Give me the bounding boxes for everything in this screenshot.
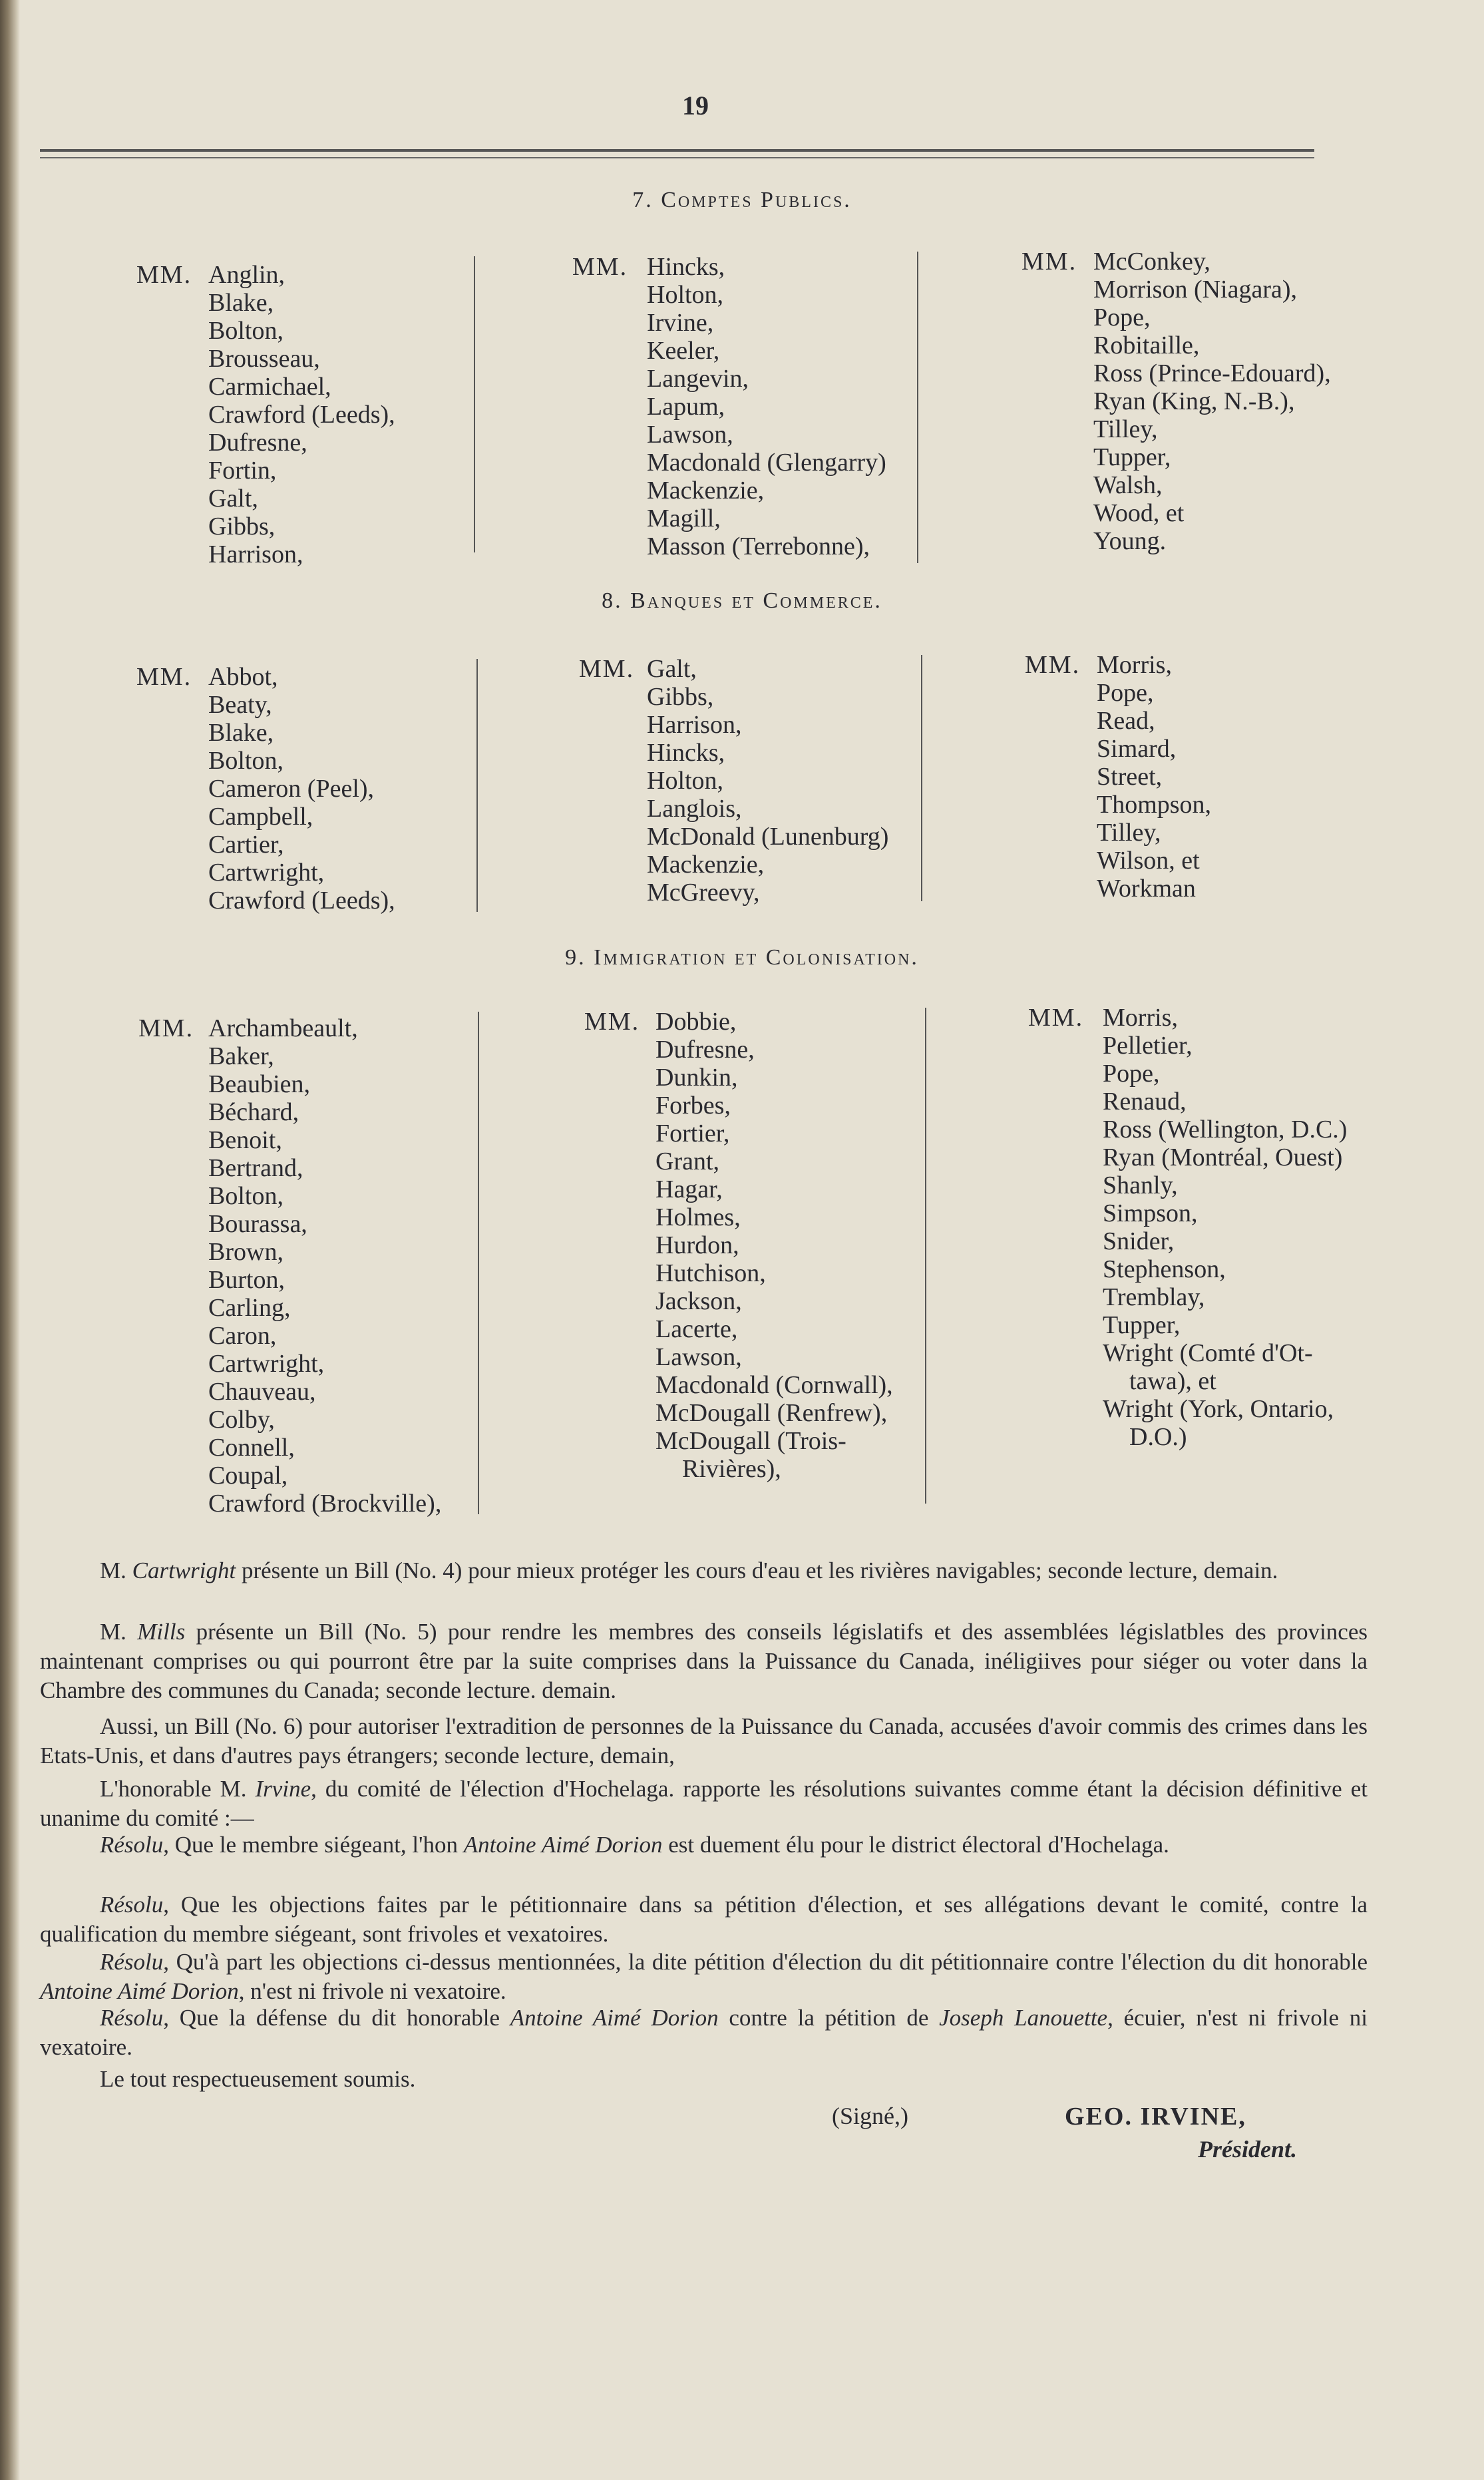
resolution-label: Résolu [100, 1832, 164, 1858]
member-name: Thompson, [1097, 791, 1212, 819]
member-name: Masson (Terrebonne), [647, 532, 870, 560]
member-name: Tilley, [1093, 415, 1158, 443]
member-name: Hincks, [647, 739, 725, 767]
member-name: Ryan (Montréal, Ouest) [1103, 1143, 1343, 1171]
member-name: Shanly, [1103, 1171, 1178, 1199]
text: présente un Bill (No. 4) pour mieux protéger les cours d'eau et les rivières navigables; seconde lecture, demain. [236, 1557, 1278, 1583]
committee-title-immigration-colonisation: 9. Immigration et Colonisation. [565, 945, 919, 970]
member-name: Young. [1093, 527, 1167, 555]
member-name: Brown, [208, 1238, 283, 1266]
member-name: Blake, [208, 719, 274, 747]
member-name: Wright (Comté d'Ot- [1103, 1339, 1313, 1367]
mm-prefix: MM. [579, 655, 635, 683]
member-name: Ross (Wellington, D.C.) [1103, 1116, 1348, 1143]
member-name: Wright (York, Ontario, [1103, 1395, 1334, 1423]
member-name: Morris, [1103, 1004, 1178, 1032]
member-name: Pope, [1103, 1060, 1160, 1088]
member-name: McDougall (Renfrew), [655, 1399, 888, 1427]
signature-title: Président. [1198, 2136, 1297, 2163]
paragraph-bill-4 [40, 1556, 1368, 1585]
text: , n'est ni frivole ni vexatoire. [238, 1978, 506, 2004]
member-name: Wood, et [1093, 499, 1185, 527]
member-name: Robitaille, [1093, 331, 1200, 359]
member-list [208, 1014, 441, 1518]
text: , Que les objections faites par le pétitionnaire dans sa pétition d'élection, et ses allégations devant le comité, contre la qualification du membre siégeant, sont frivoles et vexatoires. [40, 1892, 1368, 1947]
text: Aussi, un Bill (No. 6) pour autoriser l'extradition de personnes de la Puissance du Canada, accusées d'avoir commis des crimes dans les Etats-Unis, et dans d'autres pays étrangers; seconde lecture, demain, [40, 1713, 1368, 1768]
mm-prefix: MM. [138, 1014, 194, 1042]
member-list [1093, 248, 1331, 555]
member-name: Benoit, [208, 1126, 282, 1154]
member-name: Tilley, [1097, 819, 1161, 847]
member-name: Dufresne, [655, 1036, 755, 1064]
member-list [655, 1008, 893, 1483]
resolution-label: Résolu [100, 1949, 164, 1975]
member-name: Pelletier, [1103, 1032, 1193, 1060]
member-name: Lapum, [647, 393, 725, 421]
text: contre la pétition de [718, 2005, 940, 2031]
text: M. [100, 1557, 132, 1583]
member-name: Blake, [208, 289, 274, 317]
member-name-italic: Irvine [255, 1776, 311, 1802]
member-list [208, 663, 395, 915]
paragraph-bill-6 [40, 1712, 1368, 1770]
member-name: Cartwright, [208, 1350, 325, 1378]
member-name: Ryan (King, N.-B.), [1093, 387, 1295, 415]
member-name: Lacerte, [655, 1315, 738, 1343]
mm-prefix: MM. [136, 663, 192, 691]
column-divider [478, 1012, 479, 1514]
paragraph-bill-5 [40, 1617, 1368, 1705]
member-name: Keeler, [647, 337, 720, 365]
member-name: Connell, [208, 1434, 295, 1462]
member-name: Jackson, [655, 1287, 742, 1315]
column-divider [917, 252, 918, 563]
member-name: Read, [1097, 707, 1155, 735]
text: , Qu'à part les objections ci-dessus mentionnées, la dite pétition d'élection du dit pétitionnaire contre l'élection du dit honorable [163, 1949, 1368, 1975]
member-name: Dufresne, [208, 429, 307, 457]
member-name: Bolton, [208, 1182, 283, 1210]
member-name: Campbell, [208, 803, 313, 831]
member-name: Carling, [208, 1294, 291, 1322]
member-list [1097, 651, 1211, 903]
member-name: Magill, [647, 505, 721, 532]
member-list [208, 261, 395, 568]
page-number: 19 [682, 91, 709, 120]
text: est duement élu pour le district électoral d'Hochelaga. [662, 1832, 1169, 1858]
member-name: Morris, [1097, 651, 1172, 679]
member-name: Tremblay, [1103, 1283, 1205, 1311]
committee-title-banques-commerce: 8. Banques et Commerce. [602, 588, 882, 613]
member-list [647, 655, 888, 907]
signature-label: (Signé,) [832, 2103, 908, 2129]
person-name-italic: Antoine Aimé Dorion [510, 2005, 719, 2031]
person-name-italic: Antoine Aimé Dorion [463, 1832, 663, 1858]
member-name: Holton, [647, 281, 724, 309]
column-divider [925, 1008, 926, 1504]
member-name: Irvine, [647, 309, 714, 337]
member-name: Crawford (Leeds), [208, 401, 395, 429]
member-name: Tupper, [1093, 443, 1171, 471]
text: présente un Bill (No. 5) pour rendre les membres des conseils législatifs et des assemblées législatbles des provinces maintenant comprises ou qui pourront être par la suite comprises dans la Puissance du Canada, inéligiives pour siéger ou voter dans la Chambre des communes du Canada; seconde lecture. demain. [40, 1619, 1368, 1703]
member-name: Holmes, [655, 1203, 741, 1231]
member-name: Brousseau, [208, 345, 320, 373]
member-name: Beaty, [208, 691, 272, 719]
text: , écuier, n'est ni frivole ni vexatoire. [40, 2005, 1368, 2060]
member-name: Beaubien, [208, 1070, 311, 1098]
resolution-label: Résolu [100, 1892, 164, 1918]
member-name: Archambeault, [208, 1014, 358, 1042]
member-name: Tupper, [1103, 1311, 1181, 1339]
member-list [647, 253, 886, 560]
member-name: Béchard, [208, 1098, 299, 1126]
member-name: Morrison (Niagara), [1093, 276, 1298, 304]
member-name: Baker, [208, 1042, 274, 1070]
resolution-3 [40, 1948, 1368, 2006]
member-name: Holton, [647, 767, 724, 795]
text: , Que le membre siégeant, l'hon [163, 1832, 464, 1858]
member-name: Cameron (Peel), [208, 775, 375, 803]
member-name: Bolton, [208, 317, 283, 345]
resolution-4 [40, 2003, 1368, 2062]
member-name: Forbes, [655, 1092, 731, 1120]
text: L'honorable M. [100, 1776, 256, 1802]
member-name: Dunkin, [655, 1064, 738, 1092]
member-name: Langlois, [647, 795, 742, 823]
member-name: Snider, [1103, 1227, 1175, 1255]
signature-name: GEO. IRVINE, [1065, 2103, 1246, 2131]
member-name: Cartier, [208, 831, 284, 859]
paragraph-report [40, 1774, 1368, 1833]
member-name: Langevin, [647, 365, 749, 393]
member-name: tawa), et [1129, 1367, 1216, 1395]
member-name: Harrison, [208, 540, 303, 568]
member-name: Stephenson, [1103, 1255, 1226, 1283]
member-name: Hutchison, [655, 1259, 766, 1287]
member-name: Bolton, [208, 747, 283, 775]
member-name: Rivières), [682, 1455, 781, 1483]
resolution-label: Résolu [100, 2005, 164, 2031]
mm-prefix: MM. [1028, 1004, 1084, 1032]
member-name: Galt, [208, 485, 258, 513]
member-name: Hagar, [655, 1175, 723, 1203]
member-name: Burton, [208, 1266, 285, 1294]
person-name-italic: Joseph Lanouette [939, 2005, 1108, 2031]
member-name: Gibbs, [647, 683, 714, 711]
member-name: Mackenzie, [647, 477, 765, 505]
member-name: Galt, [647, 655, 697, 683]
person-name-italic: Antoine Aimé Dorion [40, 1978, 239, 2004]
closing-line [40, 2065, 1368, 2094]
column-divider [476, 659, 478, 912]
member-name: Carmichael, [208, 373, 331, 401]
member-name: Walsh, [1093, 471, 1163, 499]
member-name: Crawford (Leeds), [208, 887, 395, 915]
member-name: Pope, [1093, 304, 1151, 331]
member-name: Hurdon, [655, 1231, 739, 1259]
member-name: Dobbie, [655, 1008, 737, 1036]
text: , Que la défense du dit honorable [163, 2005, 510, 2031]
member-name: Simpson, [1103, 1199, 1198, 1227]
member-name: Cartwright, [208, 859, 325, 887]
member-name: Abbot, [208, 663, 278, 691]
member-name: Colby, [208, 1406, 275, 1434]
text: M. [100, 1619, 138, 1645]
text: , du comité de l'élection d'Hochelaga. rapporte les résolutions suivantes comme étant la décision définitive et unanime du comité :— [40, 1776, 1368, 1831]
member-name: Macdonald (Cornwall), [655, 1371, 893, 1399]
member-name: Wilson, et [1097, 847, 1200, 875]
member-name: Fortier, [655, 1120, 730, 1147]
member-name: Bourassa, [208, 1210, 307, 1238]
member-name: Harrison, [647, 711, 742, 739]
member-name-italic: Mills [137, 1619, 186, 1645]
member-name: Hincks, [647, 253, 725, 281]
member-name-italic: Cartwright [132, 1557, 236, 1583]
member-name: Mackenzie, [647, 851, 765, 879]
committee-title-comptes-publics: 7. Comptes Publics. [632, 188, 852, 212]
member-name: Macdonald (Glengarry) [647, 449, 886, 477]
column-divider [474, 256, 475, 552]
header-rule [40, 149, 1314, 152]
page-binding-edge [0, 0, 20, 2480]
member-name: Gibbs, [208, 513, 276, 540]
member-name: Street, [1097, 763, 1163, 791]
member-name: Coupal, [208, 1462, 288, 1490]
member-name: Renaud, [1103, 1088, 1187, 1116]
mm-prefix: MM. [136, 261, 192, 289]
member-name: Workman [1097, 875, 1196, 903]
member-name: Crawford (Brockville), [208, 1490, 442, 1518]
member-name: Simard, [1097, 735, 1177, 763]
text: Le tout respectueusement soumis. [100, 2066, 416, 2092]
member-name: Grant, [655, 1147, 720, 1175]
member-name: Fortin, [208, 457, 277, 485]
member-name: Pope, [1097, 679, 1154, 707]
member-name: Ross (Prince-Edouard), [1093, 359, 1331, 387]
member-name: Lawson, [647, 421, 733, 449]
mm-prefix: MM. [1025, 651, 1081, 679]
member-name: Bertrand, [208, 1154, 303, 1182]
column-divider [921, 655, 922, 901]
mm-prefix: MM. [584, 1008, 640, 1036]
member-name: McConkey, [1093, 248, 1210, 276]
mm-prefix: MM. [1021, 248, 1077, 276]
member-name: McDonald (Lunenburg) [647, 823, 889, 851]
member-name: McDougall (Trois- [655, 1427, 846, 1455]
member-name: McGreevy, [647, 879, 760, 907]
mm-prefix: MM. [572, 253, 628, 281]
resolution-1 [40, 1830, 1368, 1860]
resolution-2 [40, 1890, 1368, 1949]
member-name: Caron, [208, 1322, 277, 1350]
member-name: Anglin, [208, 261, 285, 289]
member-name: D.O.) [1129, 1423, 1187, 1451]
header-rule-thin [40, 157, 1314, 158]
member-name: Chauveau, [208, 1378, 316, 1406]
member-name: Lawson, [655, 1343, 742, 1371]
member-list [1103, 1004, 1347, 1451]
